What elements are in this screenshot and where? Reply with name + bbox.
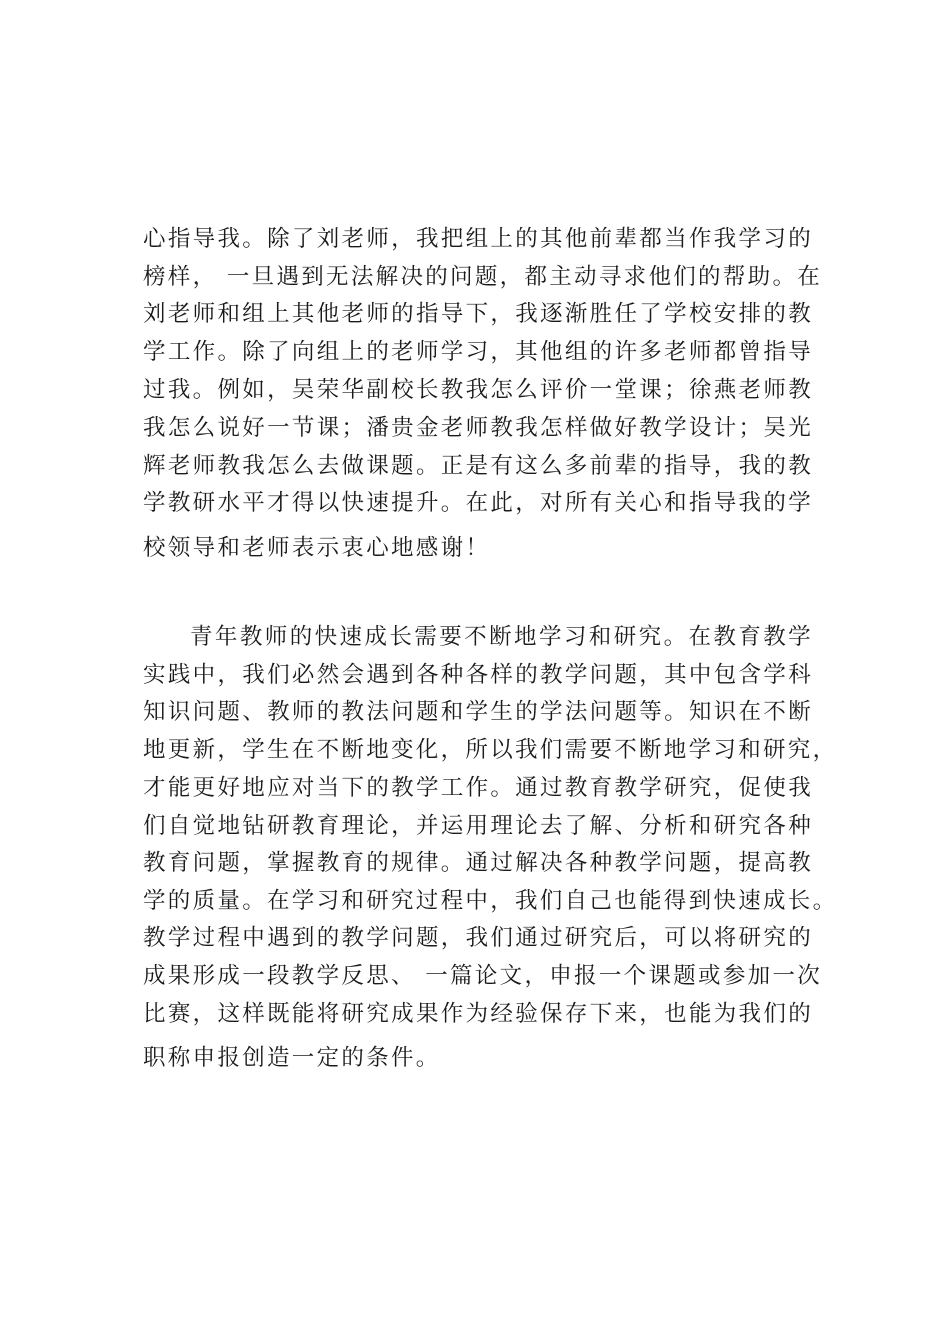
paragraph-line: 实践中，我们必然会遇到各种各样的教学问题，其中包含学科 [143,662,813,688]
paragraph-line: 知识问题、教师的教法问题和学生的学法问题等。知识在不断 [143,699,813,725]
paragraph-line: 教学过程中遇到的教学问题，我们通过研究后，可以将研究的 [143,925,813,951]
paragraph-line: 辉老师教我怎么去做课题。正是有这么多前辈的指导，我的教 [143,453,813,479]
paragraph-line: 我怎么说好一节课；潘贵金老师教我怎样做好教学设计；吴光 [143,415,813,441]
paragraph-line: 才能更好地应对当下的教学工作。通过教育教学研究，促使我 [143,775,813,801]
paragraph-line: 心指导我。除了刘老师，我把组上的其他前辈都当作我学习的 [143,226,813,252]
paragraph-line: 比赛，这样既能将研究成果作为经验保存下来，也能为我们的 [143,1001,813,1027]
paragraph-line: 职称申报创造一定的条件。 [143,1045,441,1071]
paragraph-line: 青年教师的快速成长需要不断地学习和研究。在教育教学 [190,624,813,650]
paragraph-line: 学教研水平才得以快速提升。在此，对所有关心和指导我的学 [143,490,813,516]
paragraph-line: 过我。例如，吴荣华副校长教我怎么评价一堂课；徐燕老师教 [143,377,813,403]
paragraph-line: 学的质量。在学习和研究过程中，我们自己也能得到快速成长。 [143,888,838,914]
paragraph-line: 刘老师和组上其他老师的指导下，我逐渐胜任了学校安排的教 [143,301,813,327]
paragraph-line: 校领导和老师表示衷心地感谢！ [143,535,491,561]
paragraph-line: 榜样， 一旦遇到无法解决的问题，都主动寻求他们的帮助。在 [143,264,823,290]
paragraph-line: 成果形成一段教学反思、 一篇论文，申报一个课题或参加一次 [143,963,823,989]
paragraph-line: 们自觉地钻研教育理论，并运用理论去了解、分析和研究各种 [143,813,813,839]
paragraph-line: 教育问题，掌握教育的规律。通过解决各种教学问题，提高教 [143,850,813,876]
paragraph-line: 地更新，学生在不断地变化，所以我们需要不断地学习和研究， [143,737,838,763]
paragraph-line: 学工作。除了向组上的老师学习，其他组的许多老师都曾指导 [143,339,813,365]
